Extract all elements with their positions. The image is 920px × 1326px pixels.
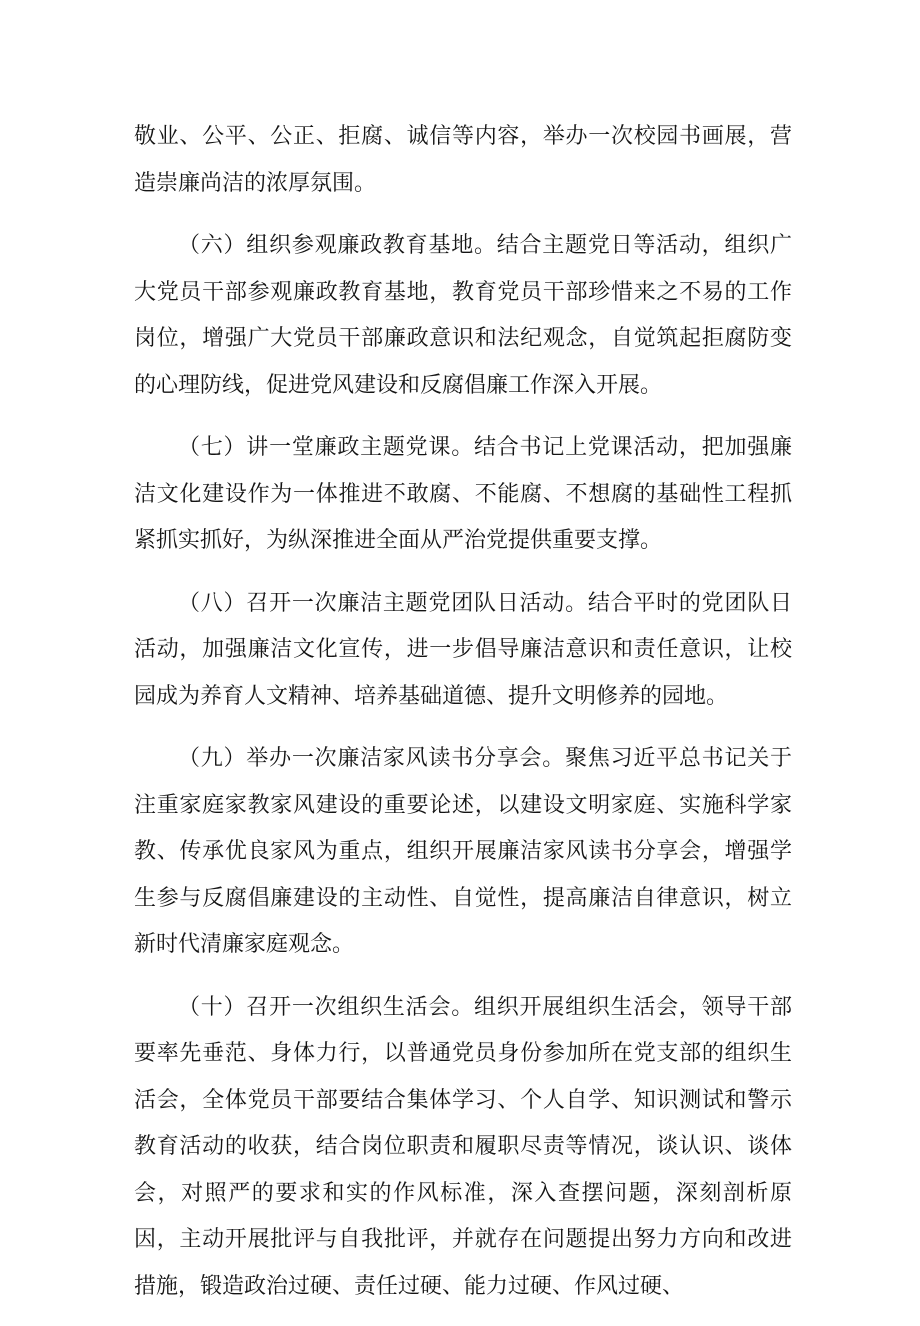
paragraph-section-9: （九）举办一次廉洁家风读书分享会。聚焦习近平总书记关于注重家庭家教家风建设的重要论述，以建设文明家庭、实施科学家教、传承优良家风为重点，组织开展廉洁家风读书分享会，增强学生参与反腐倡廉建设的主动性、自觉性，提高廉洁自律意识，树立新时代清廉家庭观念。	[134, 746, 792, 957]
document-body	[134, 114, 792, 1326]
paragraph-continuation: 敬业、公平、公正、拒腐、诚信等内容，举办一次校园书画展，营造崇廉尚洁的浓厚氛围。	[134, 124, 792, 196]
paragraph-section-7: （七）讲一堂廉政主题党课。结合书记上党课活动，把加强廉洁文化建设作为一体推进不敢腐、不能腐、不想腐的基础性工程抓紧抓实抓好，为纵深推进全面从严治党提供重要支撑。	[134, 435, 792, 553]
paragraph-section-8: （八）召开一次廉洁主题党团队日活动。结合平时的党团队日活动，加强廉洁文化宣传，进一步倡导廉洁意识和责任意识，让校园成为养育人文精神、培养基础道德、提升文明修养的园地。	[134, 590, 792, 709]
paragraph-section-10: （十）召开一次组织生活会。组织开展组织生活会，领导干部要率先垂范、身体力行，以普通党员身份参加所在党支部的组织生活会，全体党员干部要结合集体学习、个人自学、知识测试和警示教育活动的收获，结合岗位职责和履职尽责等情况，谈认识、谈体会，对照严的要求和实的作风标准，深入查摆问题，深刻剖析原因，主动开展批评与自我批评，并就存在问题提出努力方向和改进措施，锻造政治过硬、责任过硬、能力过硬、作风过硬、	[134, 994, 792, 1299]
paragraph-section-6: （六）组织参观廉政教育基地。结合主题党日等活动，组织广大党员干部参观廉政教育基地，教育党员干部珍惜来之不易的工作岗位，增强广大党员干部廉政意识和法纪观念，自觉筑起拒腐防变的心理防线，促进党风建设和反腐倡廉工作深入开展。	[134, 233, 792, 398]
